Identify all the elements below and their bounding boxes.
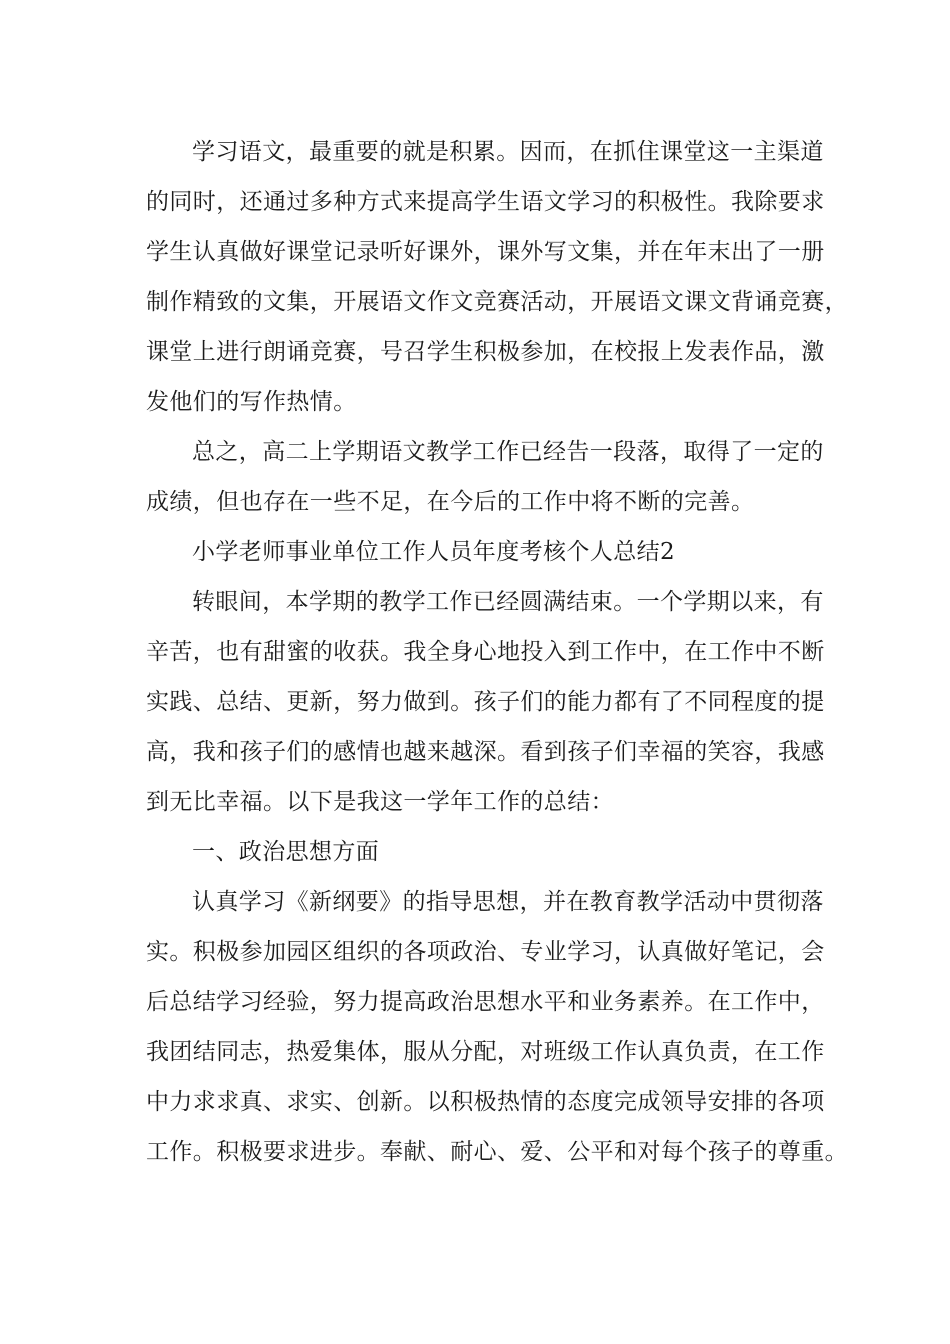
text-line: 中力求求真、求实、创新。以积极热情的态度完成领导安排的各项 [146, 1089, 825, 1115]
text-line: 后总结学习经验，努力提高政治思想水平和业务素养。在工作中， [146, 989, 825, 1015]
text-line: 辛苦，也有甜蜜的收获。我全身心地投入到工作中，在工作中不断 [146, 639, 825, 665]
text-line: 认真学习《新纲要》的指导思想，并在教育教学活动中贯彻落 [192, 889, 824, 915]
text-line: 实践、总结、更新，努力做到。孩子们的能力都有了不同程度的提 [146, 689, 825, 715]
text-line: 工作。积极要求进步。奉献、耐心、爱、公平和对每个孩子的尊重。 [146, 1139, 848, 1165]
text-line: 课堂上进行朗诵竞赛，号召学生积极参加，在校报上发表作品，激 [146, 339, 825, 365]
text-line: 高，我和孩子们的感情也越来越深。看到孩子们幸福的笑容，我感 [146, 739, 825, 765]
text-line: 我团结同志，热爱集体，服从分配，对班级工作认真负责，在工作 [146, 1039, 825, 1065]
text-line: 到无比幸福。以下是我这一学年工作的总结： [146, 789, 614, 815]
section-heading: 小学老师事业单位工作人员年度考核个人总结2 [192, 539, 676, 565]
text-line: 的同时，还通过多种方式来提高学生语文学习的积极性。我除要求 [146, 189, 825, 215]
text-line: 转眼间，本学期的教学工作已经圆满结束。一个学期以来，有 [192, 589, 824, 615]
text-line: 学生认真做好课堂记录听好课外，课外写文集，并在年末出了一册 [146, 239, 825, 265]
text-line: 发他们的写作热情。 [146, 389, 357, 415]
text-line: 成绩，但也存在一些不足，在今后的工作中将不断的完善。 [146, 489, 755, 515]
text-line: 实。积极参加园区组织的各项政治、专业学习，认真做好笔记，会 [146, 939, 825, 965]
text-line: 总之，高二上学期语文教学工作已经告一段落，取得了一定的 [192, 439, 824, 465]
subsection-heading: 一、政治思想方面 [192, 839, 380, 865]
text-line: 学习语文，最重要的就是积累。因而，在抓住课堂这一主渠道 [192, 139, 824, 165]
text-line: 制作精致的文集，开展语文作文竞赛活动，开展语文课文背诵竞赛， [146, 289, 848, 315]
